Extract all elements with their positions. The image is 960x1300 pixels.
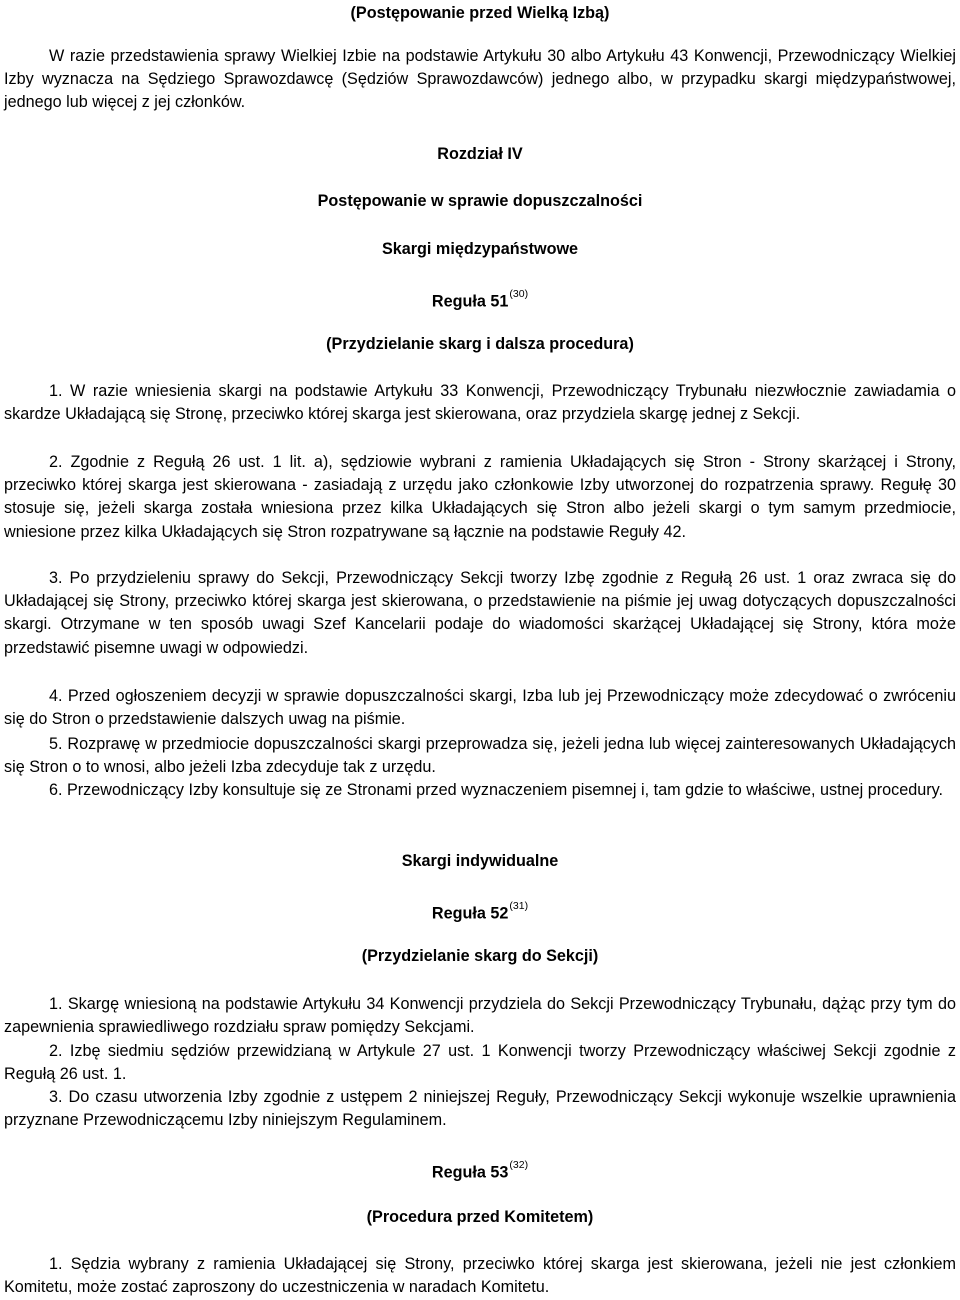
rule-52-paragraph-1: 1. Skargę wniesioną na podstawie Artykułu 34 Konwencji przydziela do Sekcji Przewodniczący Trybunału, dążąc przy tym do zapewnienia sprawiedliwego rozdziału spraw pomiędzy Sekcjami. — [4, 995, 956, 1037]
rule-53-paragraph-1: 1. Sędzia wybrany z ramienia Układającej się Strony, przeciwko której skarga jest skierowana, jeżeli nie jest członkiem Komitetu, może zostać zaproszony do uczestniczenia w naradach Komitetu. — [4, 1255, 956, 1297]
grand-chamber-paragraph: W razie przedstawienia sprawy Wielkiej Izbie na podstawie Artykułu 30 albo Artykułu 43 Konwencji, Przewodniczący Wielkiej Izby wyznacza na Sędziego Sprawozdawcę (Sędziów Sprawozdawców) jednego albo, w przypadku skargi międzypaństwowej, jednego lub więcej z jej członków. — [4, 47, 956, 112]
chapter-subtitle: Postępowanie w sprawie dopuszczalności — [317, 192, 643, 210]
footnote-ref-32: (32) — [509, 1159, 529, 1171]
rule-52-paragraph-3: 3. Do czasu utworzenia Izby zgodnie z ustępem 2 niniejszej Reguły, Przewodniczący Sekcji wykonuje wszelkie uprawnienia przyznane Przewodniczącemu Izby niniejszym Regulaminem. — [4, 1088, 956, 1130]
rule-52-title-text: Reguła 52 — [431, 904, 509, 923]
rule-51-paragraph-1: 1. W razie wniesienia skargi na podstawie Artykułu 33 Konwencji, Przewodniczący Trybunału niezwłocznie zawiadamia o skardze Układającą się Stronę, przeciwko której skarga jest skierowana, oraz przydziela skargę jednej z Sekcji. — [4, 382, 956, 424]
rule-52-subtitle: (Przydzielanie skarg do Sekcji) — [361, 947, 599, 965]
rule-52-paragraph-2: 2. Izbę siedmiu sędziów przewidzianą w Artykule 27 ust. 1 Konwencji tworzy Przewodniczący właściwej Sekcji zgodnie z Regułą 26 ust. 1. — [4, 1042, 956, 1084]
rule-53-title — [4, 1157, 956, 1185]
rule-51-subtitle: (Przydzielanie skarg i dalsza procedura) — [326, 335, 634, 353]
rule-53-title-text: Reguła 53 — [431, 1163, 509, 1182]
footnote-ref-30: (30) — [509, 288, 529, 300]
part-title-interstate: Skargi międzypaństwowe — [381, 240, 579, 258]
rule-51-paragraph-2: 2. Zgodnie z Regułą 26 ust. 1 lit. a), sędziowie wybrani z ramienia Układających się Stron - Strony skarżącej i Strony, przeciwko której skarga jest skierowana - zasiadają z urzędu jako członkowie Izby utworzonej do rozpatrzenia sprawy. Regułę 30 stosuje się, jeżeli skarga została wniesiona przez kilka Układających się Stron albo jeżeli skargi o tym samym przedmiocie, wniesione przez kilka Układających się Stron rozpatrywane są łącznie na podstawie Reguły 42. — [4, 453, 956, 541]
rule-51-paragraph-3: 3. Po przydzieleniu sprawy do Sekcji, Przewodniczący Sekcji tworzy Izbę zgodnie z Regułą 26 ust. 1 oraz zwraca się do Układającej się Strony, przeciwko której skarga jest skierowana, o przedstawienie na piśmie jej uwag dotyczących dopuszczalności skargi. Otrzymane w ten sposób uwagi Szef Kancelarii podaje do wiadomości skarżącej Układającej się Strony, która może przedstawić pisemne uwagi w odpowiedzi. — [4, 569, 956, 657]
rule-53-subtitle: (Procedura przed Komitetem) — [366, 1208, 594, 1226]
rule-52-title — [4, 898, 956, 926]
part-title-individual: Skargi indywidualne — [401, 852, 559, 870]
rule-51-title — [4, 286, 956, 314]
rule-51-title-text: Reguła 51 — [431, 292, 509, 311]
rule-51-paragraph-4: 4. Przed ogłoszeniem decyzji w sprawie dopuszczalności skargi, Izba lub jej Przewodniczący może zdecydować o zwróceniu się do Stron o przedstawienie dalszych uwag na piśmie. — [4, 687, 956, 729]
chapter-title: Rozdział IV — [437, 145, 523, 163]
section-heading-grand-chamber: (Postępowanie przed Wielką Izbą) — [350, 4, 610, 22]
rule-51-paragraph-6: 6. Przewodniczący Izby konsultuje się ze Stronami przed wyznaczeniem pisemnej i, tam gdzie to właściwe, ustnej procedury. — [49, 781, 944, 799]
rule-51-paragraph-5: 5. Rozprawę w przedmiocie dopuszczalności skargi przeprowadza się, jeżeli jedna lub więcej zainteresowanych Układających się Stron o to wnosi, albo jeżeli Izba zdecyduje tak z urzędu. — [4, 735, 956, 777]
footnote-ref-31: (31) — [509, 900, 529, 912]
